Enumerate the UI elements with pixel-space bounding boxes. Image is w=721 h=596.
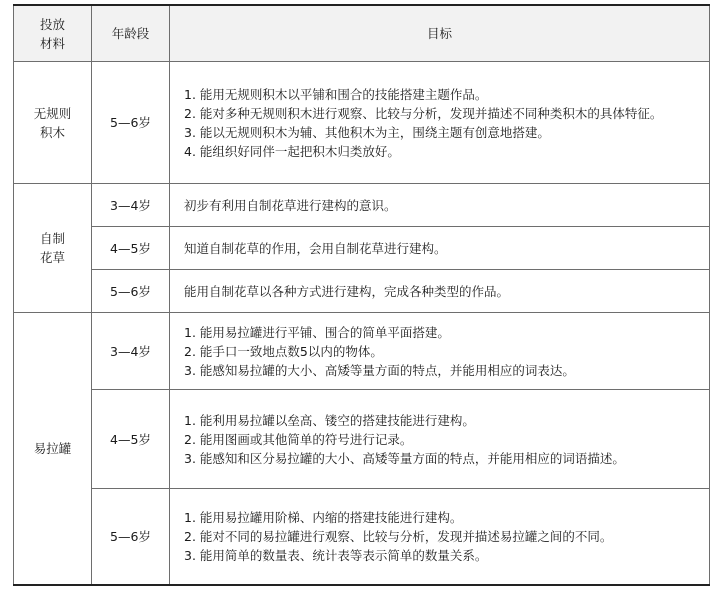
header-age: 年龄段 bbox=[92, 5, 170, 62]
material-cell bbox=[14, 62, 92, 184]
goal-line: 初步有利用自制花草进行建构的意识。 bbox=[184, 197, 397, 213]
goal-cell bbox=[170, 62, 710, 184]
goal-line: 1. 能用易拉罐用阶梯、内缩的搭建技能进行建构。 bbox=[184, 510, 463, 525]
header-goal: 目标 bbox=[170, 5, 710, 62]
goal-line: 3. 能以无规则积木为辅、其他积木为主，围绕主题有创意地搭建。 bbox=[184, 124, 550, 140]
goal-line: 3. 能感知和区分易拉罐的大小、高矮等量方面的特点，并能用相应的词语描述。 bbox=[184, 450, 625, 466]
goal-line: 2. 能手口一致地点数5以内的物体。 bbox=[184, 343, 383, 359]
goal-cell bbox=[170, 390, 710, 489]
goal-cell bbox=[170, 313, 710, 390]
goal-line: 能用自制花草以各种方式进行建构，完成各种类型的作品。 bbox=[184, 283, 510, 299]
goal-line: 知道自制花草的作用，会用自制花草进行建构。 bbox=[184, 240, 447, 256]
goal-line: 2. 能对不同的易拉罐进行观察、比较与分析，发现并描述易拉罐之间的不同。 bbox=[184, 529, 613, 544]
age-cell: 5—6岁 bbox=[92, 270, 170, 313]
table-row bbox=[14, 313, 710, 390]
age-cell: 5—6岁 bbox=[92, 489, 170, 586]
goal-line: 1. 能用易拉罐进行平铺、围合的简单平面搭建。 bbox=[184, 324, 450, 340]
goal-line: 4. 能组织好同伴一起把积木归类放好。 bbox=[184, 143, 400, 159]
material-name: 无规则积木 bbox=[33, 105, 72, 140]
goal-cell bbox=[170, 270, 710, 313]
table-row bbox=[14, 270, 710, 313]
table-row bbox=[14, 489, 710, 586]
age-cell: 3—4岁 bbox=[92, 313, 170, 390]
goal-line: 2. 能对多种无规则积木进行观察、比较与分析，发现并描述不同种类积木的具体特征。 bbox=[184, 105, 663, 121]
material-cell: 易拉罐 bbox=[14, 313, 92, 586]
goal-line: 1. 能用无规则积木以平铺和围合的技能搭建主题作品。 bbox=[184, 86, 488, 102]
goal-cell bbox=[170, 489, 710, 586]
table-row bbox=[14, 227, 710, 270]
material-cell bbox=[14, 184, 92, 313]
goal-line: 1. 能利用易拉罐以垒高、镂空的搭建技能进行建构。 bbox=[184, 412, 475, 428]
age-cell: 3—4岁 bbox=[92, 184, 170, 227]
goals-table bbox=[13, 4, 710, 586]
header-material-label: 投放材料 bbox=[39, 16, 65, 51]
table-row bbox=[14, 184, 710, 227]
age-cell: 5—6岁 bbox=[92, 62, 170, 184]
header-material bbox=[14, 5, 92, 62]
table-row bbox=[14, 390, 710, 489]
age-cell: 4—5岁 bbox=[92, 227, 170, 270]
header-row bbox=[14, 5, 710, 62]
age-cell: 4—5岁 bbox=[92, 390, 170, 489]
goal-line: 3. 能感知易拉罐的大小、高矮等量方面的特点，并能用相应的词表达。 bbox=[184, 362, 575, 378]
goal-cell bbox=[170, 227, 710, 270]
table-row bbox=[14, 62, 710, 184]
material-name: 自制花草 bbox=[39, 231, 65, 265]
goal-line: 3. 能用简单的数量表、统计表等表示简单的数量关系。 bbox=[184, 548, 488, 563]
goal-cell bbox=[170, 184, 710, 227]
goal-line: 2. 能用图画或其他简单的符号进行记录。 bbox=[184, 431, 413, 447]
